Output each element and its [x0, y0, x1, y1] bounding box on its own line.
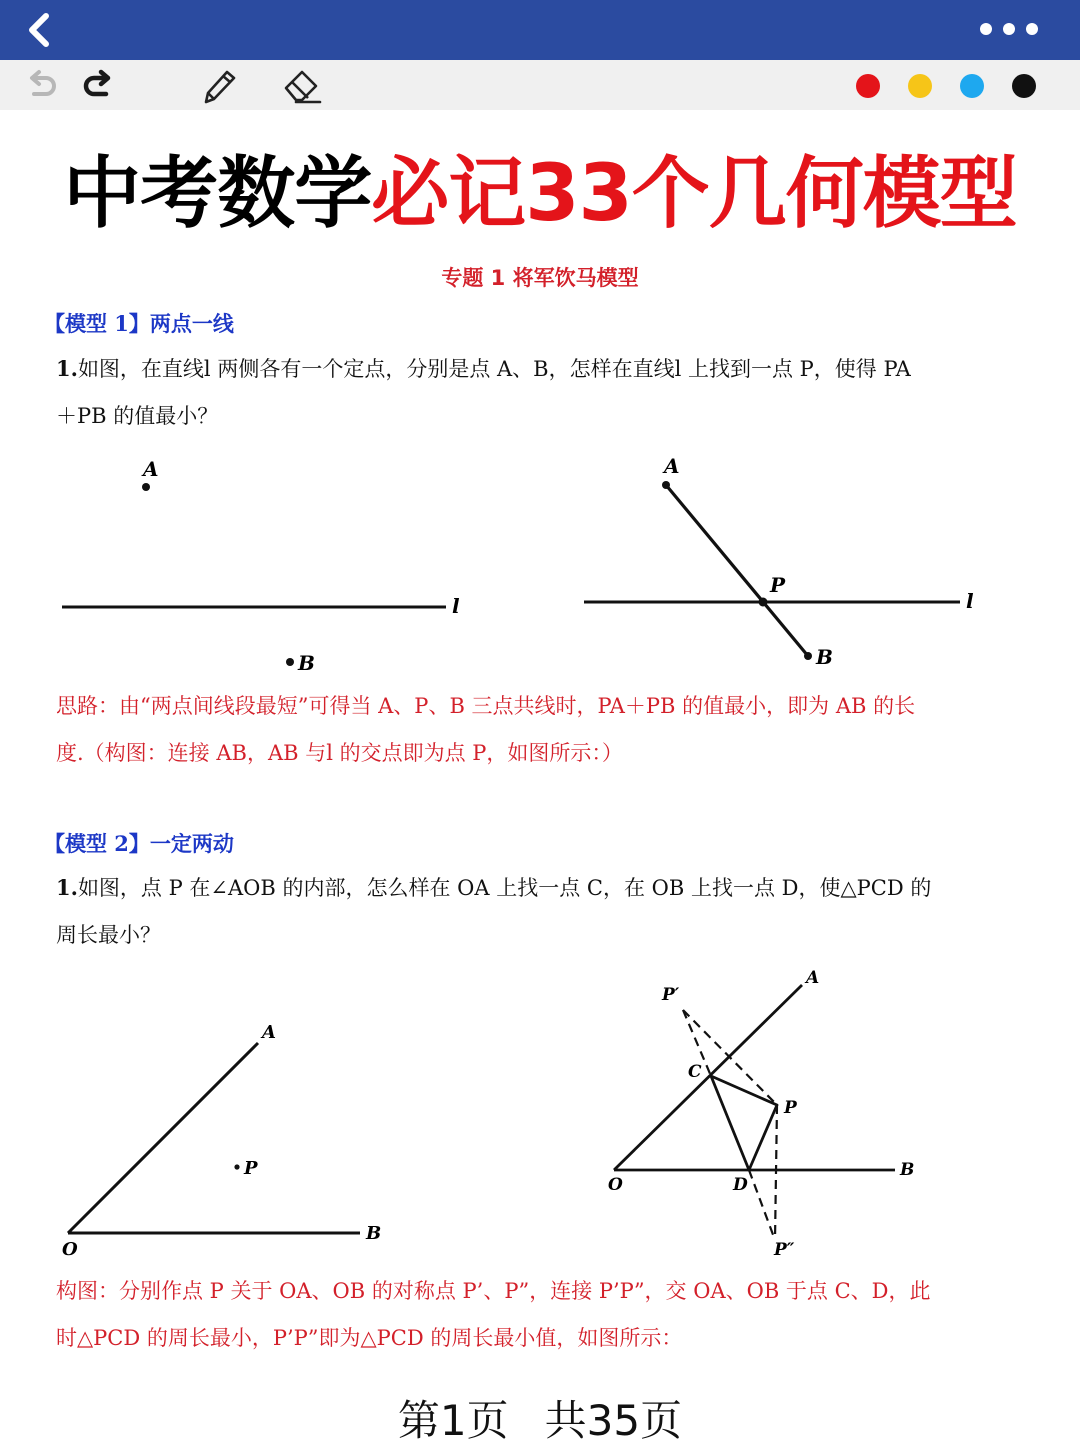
model2-construction-line1: 构图：分别作点 P 关于 OA、OB 的对称点 P’、P”，连接 P’P”，交 OA、OB 于点 C、D，此 [56, 1279, 931, 1303]
model1-figure-left [40, 450, 500, 680]
model1-idea-line2: 度.（构图：连接 AB，AB 与l 的交点即为点 P，如图所示：） [56, 741, 623, 765]
current-page: 第1页 [397, 1396, 509, 1445]
model2-question-number: 1. [56, 875, 78, 900]
color-swatch-black[interactable] [1012, 74, 1036, 98]
label-p-double-prime: P″ [774, 1240, 795, 1260]
color-swatch-red[interactable] [856, 74, 880, 98]
point-a [142, 483, 150, 491]
model2-question-line1: 如图，点 P 在∠AOB 的内部，怎么样在 OA 上找一点 C，在 OB 上找一点 D，使△PCD 的 [77, 876, 932, 900]
back-icon[interactable] [18, 8, 62, 52]
page-indicator [0, 1388, 1080, 1448]
ray-oa [68, 1043, 258, 1233]
model1-question [56, 345, 1016, 440]
model1-question-line1: 如图，在直线l 两侧各有一个定点，分别是点 A、B，怎样在直线l 上找到一点 P，使得 PA [77, 357, 911, 381]
more-options-icon[interactable] [978, 18, 1040, 40]
model2-figure-right [590, 965, 950, 1265]
total-pages: 共35页 [544, 1396, 683, 1445]
segment-ab [666, 485, 808, 656]
label-b: B [366, 1223, 382, 1244]
color-swatch-yellow[interactable] [908, 74, 932, 98]
model2-question [56, 864, 1016, 959]
topic-subtitle: 专题 1 将军饮马模型 [441, 266, 639, 290]
point-a [662, 481, 670, 489]
label-o: O [62, 1239, 78, 1260]
label-p-prime: P′ [662, 985, 680, 1005]
reflection-p-p2 [775, 1105, 777, 1240]
redo-icon[interactable] [78, 68, 118, 104]
label-a: A [806, 968, 820, 988]
label-d: D [733, 1175, 748, 1195]
model1-idea-line1: 思路：由“两点间线段最短”可得当 A、P、B 三点共线时，PA＋PB 的值最小，即为 AB 的长 [56, 694, 916, 718]
model1-idea [56, 683, 1016, 777]
label-a: A [143, 457, 159, 481]
reflection-d-p2 [749, 1170, 775, 1240]
label-b: B [298, 651, 315, 675]
document-title [0, 148, 1080, 240]
eraser-icon[interactable] [282, 68, 322, 104]
ray-oa [614, 985, 802, 1170]
undo-icon[interactable] [22, 68, 62, 104]
pencil-icon[interactable] [198, 68, 238, 104]
model1-heading: 【模型 1】两点一线 [44, 311, 234, 336]
label-b: B [816, 645, 833, 669]
label-b: B [900, 1160, 915, 1180]
label-p: P [784, 1098, 797, 1118]
color-swatch-cyan[interactable] [960, 74, 984, 98]
label-p: P [244, 1158, 258, 1179]
model1-figure-right [560, 450, 1020, 680]
title-black-part: 中考数学 [63, 149, 372, 239]
label-l: l [966, 589, 974, 613]
model2-question-line2: 周长最小？ [56, 923, 161, 947]
point-b [804, 652, 812, 660]
label-a: A [262, 1022, 276, 1043]
label-o: O [608, 1175, 623, 1195]
model1-question-line2: ＋PB 的值最小？ [56, 404, 219, 428]
triangle-pcd [711, 1076, 777, 1170]
model2-heading: 【模型 2】一定两动 [44, 831, 234, 856]
label-c: C [688, 1062, 702, 1082]
label-a: A [664, 454, 680, 478]
top-bar [0, 0, 1080, 60]
point-p [234, 1164, 239, 1169]
model2-figure-left [40, 1010, 420, 1260]
point-p [759, 598, 768, 607]
model2-construction [56, 1268, 1016, 1362]
point-b [286, 658, 294, 666]
model1-question-number: 1. [56, 356, 78, 381]
label-p: P [770, 573, 786, 597]
label-l: l [452, 594, 460, 618]
title-red-part: 必记33个几何模型 [371, 149, 1017, 239]
model2-construction-line2: 时△PCD 的周长最小，P’P”即为△PCD 的周长最小值，如图所示： [56, 1326, 683, 1350]
